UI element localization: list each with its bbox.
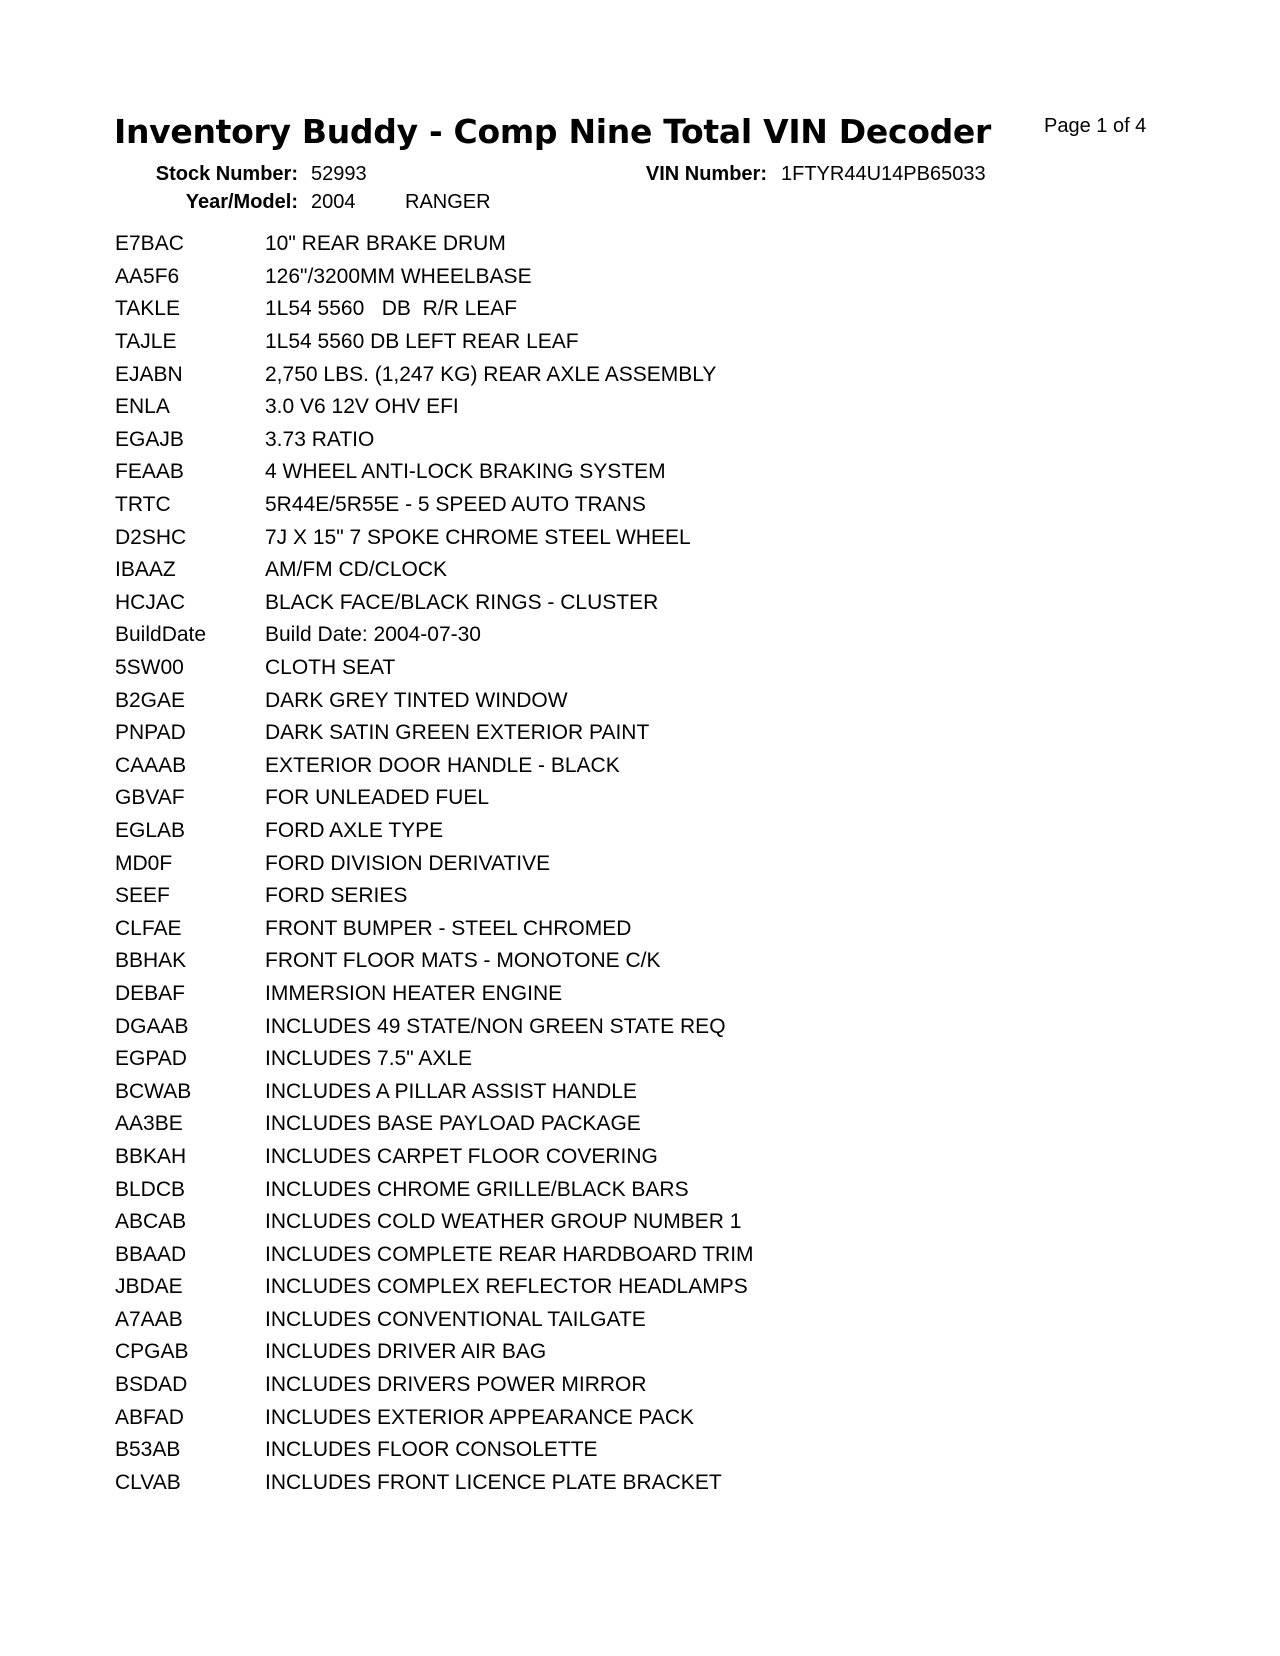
option-code-row — [115, 684, 1215, 717]
option-code-row — [115, 1141, 1215, 1174]
option-description: FORD SERIES — [265, 884, 408, 908]
option-code: AA5F6 — [115, 264, 180, 288]
option-code-row — [115, 1108, 1215, 1141]
option-code: ENLA — [115, 395, 170, 419]
option-description: 3.73 RATIO — [265, 427, 375, 451]
option-code: TAKLE — [115, 297, 180, 321]
year-value: 2004 — [311, 191, 356, 213]
option-description: FORD AXLE TYPE — [265, 818, 444, 842]
option-code: A7AAB — [115, 1307, 183, 1331]
option-description: 4 WHEEL ANTI-LOCK BRAKING SYSTEM — [265, 460, 666, 484]
option-description: INCLUDES COMPLETE REAR HARDBOARD TRIM — [265, 1242, 754, 1266]
option-code: SEEF — [115, 884, 170, 908]
stock-number-value: 52993 — [311, 163, 367, 185]
option-description: DARK SATIN GREEN EXTERIOR PAINT — [265, 721, 650, 745]
option-code-row — [115, 652, 1215, 685]
option-description: 3.0 V6 12V OHV EFI — [265, 395, 459, 419]
stock-number-label: Stock Number: — [155, 163, 298, 185]
option-description: INCLUDES FLOOR CONSOLETTE — [265, 1438, 598, 1462]
option-code: D2SHC — [115, 525, 187, 549]
option-code-row — [115, 261, 1215, 294]
option-code: TRTC — [115, 493, 171, 517]
option-code-row — [115, 912, 1215, 945]
option-description: INCLUDES 49 STATE/NON GREEN STATE REQ — [265, 1014, 726, 1038]
option-code-row — [115, 1304, 1215, 1337]
option-code: EGLAB — [115, 818, 186, 842]
option-code: BLDCB — [115, 1177, 186, 1201]
option-code-row — [115, 847, 1215, 880]
option-description: FRONT FLOOR MATS - MONOTONE C/K — [265, 949, 661, 973]
option-code-row — [115, 1238, 1215, 1271]
option-code-row — [115, 358, 1215, 391]
option-code: B2GAE — [115, 688, 186, 712]
option-description: 126"/3200MM WHEELBASE — [265, 264, 532, 288]
option-code-row — [115, 1336, 1215, 1369]
option-code-row — [115, 880, 1215, 913]
option-code-row — [115, 1467, 1215, 1500]
option-code: CLFAE — [115, 916, 182, 940]
option-description: FORD DIVISION DERIVATIVE — [265, 851, 551, 875]
option-code: AA3BE — [115, 1112, 183, 1136]
option-code: GBVAF — [115, 786, 185, 810]
option-description: INCLUDES COMPLEX REFLECTOR HEADLAMPS — [265, 1275, 748, 1299]
option-code-row — [115, 717, 1215, 750]
option-code-row — [115, 1173, 1215, 1206]
option-code: BSDAD — [115, 1373, 188, 1397]
option-description: INCLUDES DRIVERS POWER MIRROR — [265, 1373, 647, 1397]
model-value: RANGER — [405, 191, 491, 213]
option-description: EXTERIOR DOOR HANDLE - BLACK — [265, 753, 620, 777]
option-description: 2,750 LBS. (1,247 KG) REAR AXLE ASSEMBLY — [265, 362, 717, 386]
option-description: INCLUDES CARPET FLOOR COVERING — [265, 1144, 658, 1168]
option-description: Build Date: 2004-07-30 — [265, 623, 481, 647]
option-code: B53AB — [115, 1438, 181, 1462]
option-code-row — [115, 978, 1215, 1011]
option-code: BBAAD — [115, 1242, 187, 1266]
option-code-row — [115, 619, 1215, 652]
option-description: FRONT BUMPER - STEEL CHROMED — [265, 916, 632, 940]
option-description: 1L54 5560 DB R/R LEAF — [265, 297, 518, 321]
option-description: BLACK FACE/BLACK RINGS - CLUSTER — [265, 590, 659, 614]
option-description: CLOTH SEAT — [265, 656, 396, 680]
option-code: CAAAB — [115, 753, 187, 777]
option-code-row — [115, 945, 1215, 978]
option-description: DARK GREY TINTED WINDOW — [265, 688, 568, 712]
option-description: INCLUDES CHROME GRILLE/BLACK BARS — [265, 1177, 689, 1201]
option-code: BBHAK — [115, 949, 187, 973]
option-code: ABCAB — [115, 1210, 187, 1234]
document-title: Inventory Buddy - Comp Nine Total VIN Decoder — [114, 112, 991, 151]
option-code-row — [115, 554, 1215, 587]
option-code: EGPAD — [115, 1047, 187, 1071]
option-code-row — [115, 1075, 1215, 1108]
option-description: IMMERSION HEATER ENGINE — [265, 981, 563, 1005]
option-code: FEAAB — [115, 460, 184, 484]
option-code: E7BAC — [115, 232, 184, 256]
option-code-row — [115, 228, 1215, 261]
option-code: DEBAF — [115, 981, 186, 1005]
option-code: MD0F — [115, 851, 173, 875]
option-code: PNPAD — [115, 721, 186, 745]
option-code: BBKAH — [115, 1144, 187, 1168]
option-code-row — [115, 489, 1215, 522]
option-code-row — [115, 326, 1215, 359]
option-code-row — [115, 293, 1215, 326]
option-code-row — [115, 521, 1215, 554]
option-description: INCLUDES COLD WEATHER GROUP NUMBER 1 — [265, 1210, 742, 1234]
option-code-row — [115, 1010, 1215, 1043]
option-description: INCLUDES CONVENTIONAL TAILGATE — [265, 1307, 646, 1331]
option-description: 5R44E/5R55E - 5 SPEED AUTO TRANS — [265, 493, 646, 517]
option-code-row — [115, 1206, 1215, 1239]
option-code-row — [115, 424, 1215, 457]
option-code: HCJAC — [115, 590, 186, 614]
option-code: TAJLE — [115, 330, 177, 354]
option-description: INCLUDES EXTERIOR APPEARANCE PACK — [265, 1405, 695, 1429]
option-code-row — [115, 1401, 1215, 1434]
option-description: INCLUDES A PILLAR ASSIST HANDLE — [265, 1079, 637, 1103]
option-code: EJABN — [115, 362, 183, 386]
option-code: CPGAB — [115, 1340, 189, 1364]
page-number: Page 1 of 4 — [1044, 115, 1147, 137]
option-code-row — [115, 391, 1215, 424]
option-code-row — [115, 750, 1215, 783]
option-description: AM/FM CD/CLOCK — [265, 558, 448, 582]
option-code: IBAAZ — [115, 558, 176, 582]
option-description: 1L54 5560 DB LEFT REAR LEAF — [265, 330, 579, 354]
option-code: EGAJB — [115, 427, 184, 451]
option-code: BuildDate — [115, 623, 207, 647]
option-code-list — [115, 228, 1215, 1499]
option-description: INCLUDES FRONT LICENCE PLATE BRACKET — [265, 1470, 722, 1494]
option-code-row — [115, 1434, 1215, 1467]
option-code-row — [115, 1043, 1215, 1076]
option-code: DGAAB — [115, 1014, 189, 1038]
option-code: ABFAD — [115, 1405, 184, 1429]
option-description: INCLUDES BASE PAYLOAD PACKAGE — [265, 1112, 641, 1136]
option-description: FOR UNLEADED FUEL — [265, 786, 490, 810]
option-code-row — [115, 587, 1215, 620]
option-code: BCWAB — [115, 1079, 192, 1103]
option-code-row — [115, 456, 1215, 489]
option-code-row — [115, 1369, 1215, 1402]
option-code-row — [115, 815, 1215, 848]
option-description: INCLUDES DRIVER AIR BAG — [265, 1340, 547, 1364]
vin-number-value: 1FTYR44U14PB65033 — [781, 163, 986, 185]
option-code: CLVAB — [115, 1470, 181, 1494]
option-code: 5SW00 — [115, 656, 184, 680]
option-description: 7J X 15" 7 SPOKE CHROME STEEL WHEEL — [265, 525, 691, 549]
option-code-row — [115, 1271, 1215, 1304]
option-code-row — [115, 782, 1215, 815]
option-code: JBDAE — [115, 1275, 183, 1299]
vin-number-label: VIN Number: — [645, 163, 767, 185]
year-model-label: Year/Model: — [185, 191, 298, 213]
option-description: INCLUDES 7.5" AXLE — [265, 1047, 473, 1071]
option-description: 10" REAR BRAKE DRUM — [265, 232, 506, 256]
